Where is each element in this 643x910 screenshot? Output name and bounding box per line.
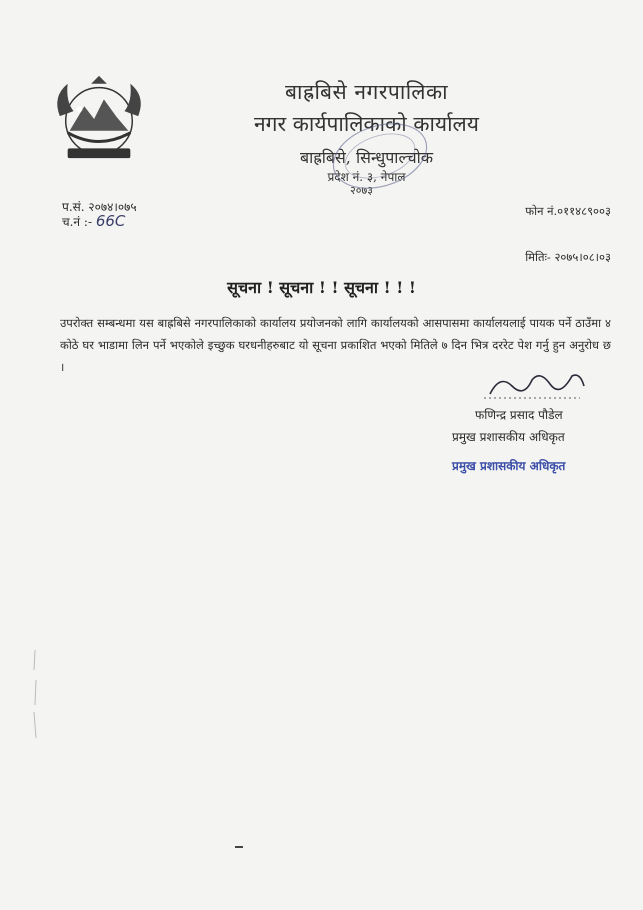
page-mark: [235, 846, 243, 848]
notice-body: उपरोक्त सम्बन्धमा यस बाह्रबिसे नगरपालिकाको कार्यालय प्रयोजनको लागि कार्यालयको आसपासमा कार्यालयलाई पायक पर्ने ठाउँमा ४ कोठे घर भाडामा लिन पर्ने भएकोले इच्छुक घरधनीहरुबाट यो सूचना प्रकाशित भएको मितिले ७ दिन भित्र दररेट पेश गर्नु हुन अनुरोध छ ।: [60, 316, 611, 374]
reference-number: प.सं. २०७४।०७५: [62, 200, 137, 214]
office-address: बाह्रबिसे, सिन्धुपाल्चोक: [299, 148, 434, 167]
margin-mark-icon: [30, 650, 40, 740]
notice-title: सूचना ! सूचना ! ! सूचना ! ! !: [227, 278, 416, 297]
notice-date: मितिः- २०७५।०८।०३: [525, 250, 611, 264]
org-name: बाह्रबिसे नगरपालिका: [284, 80, 449, 104]
phone-number: फोन नं.०११४८९००३: [525, 204, 611, 218]
year: २०७३: [350, 184, 373, 197]
dispatch-label: च.नं :-: [62, 215, 93, 229]
province: प्रदेश नं. ३, नेपाल: [327, 170, 406, 184]
designation-stamp: प्रमुख प्रशासकीय अधिकृत: [452, 459, 566, 473]
dispatch-number: 66C: [95, 212, 126, 230]
signature-icon: [480, 366, 590, 404]
signatory-designation: प्रमुख प्रशासकीय अधिकृत: [452, 430, 565, 444]
office-name: नगर कार्यपालिकाको कार्यालय: [254, 112, 479, 136]
office-stamp-icon: [305, 115, 455, 197]
reference-block: [62, 200, 137, 229]
signatory-name: फणिन्द्र प्रसाद पौडेल: [475, 408, 563, 422]
